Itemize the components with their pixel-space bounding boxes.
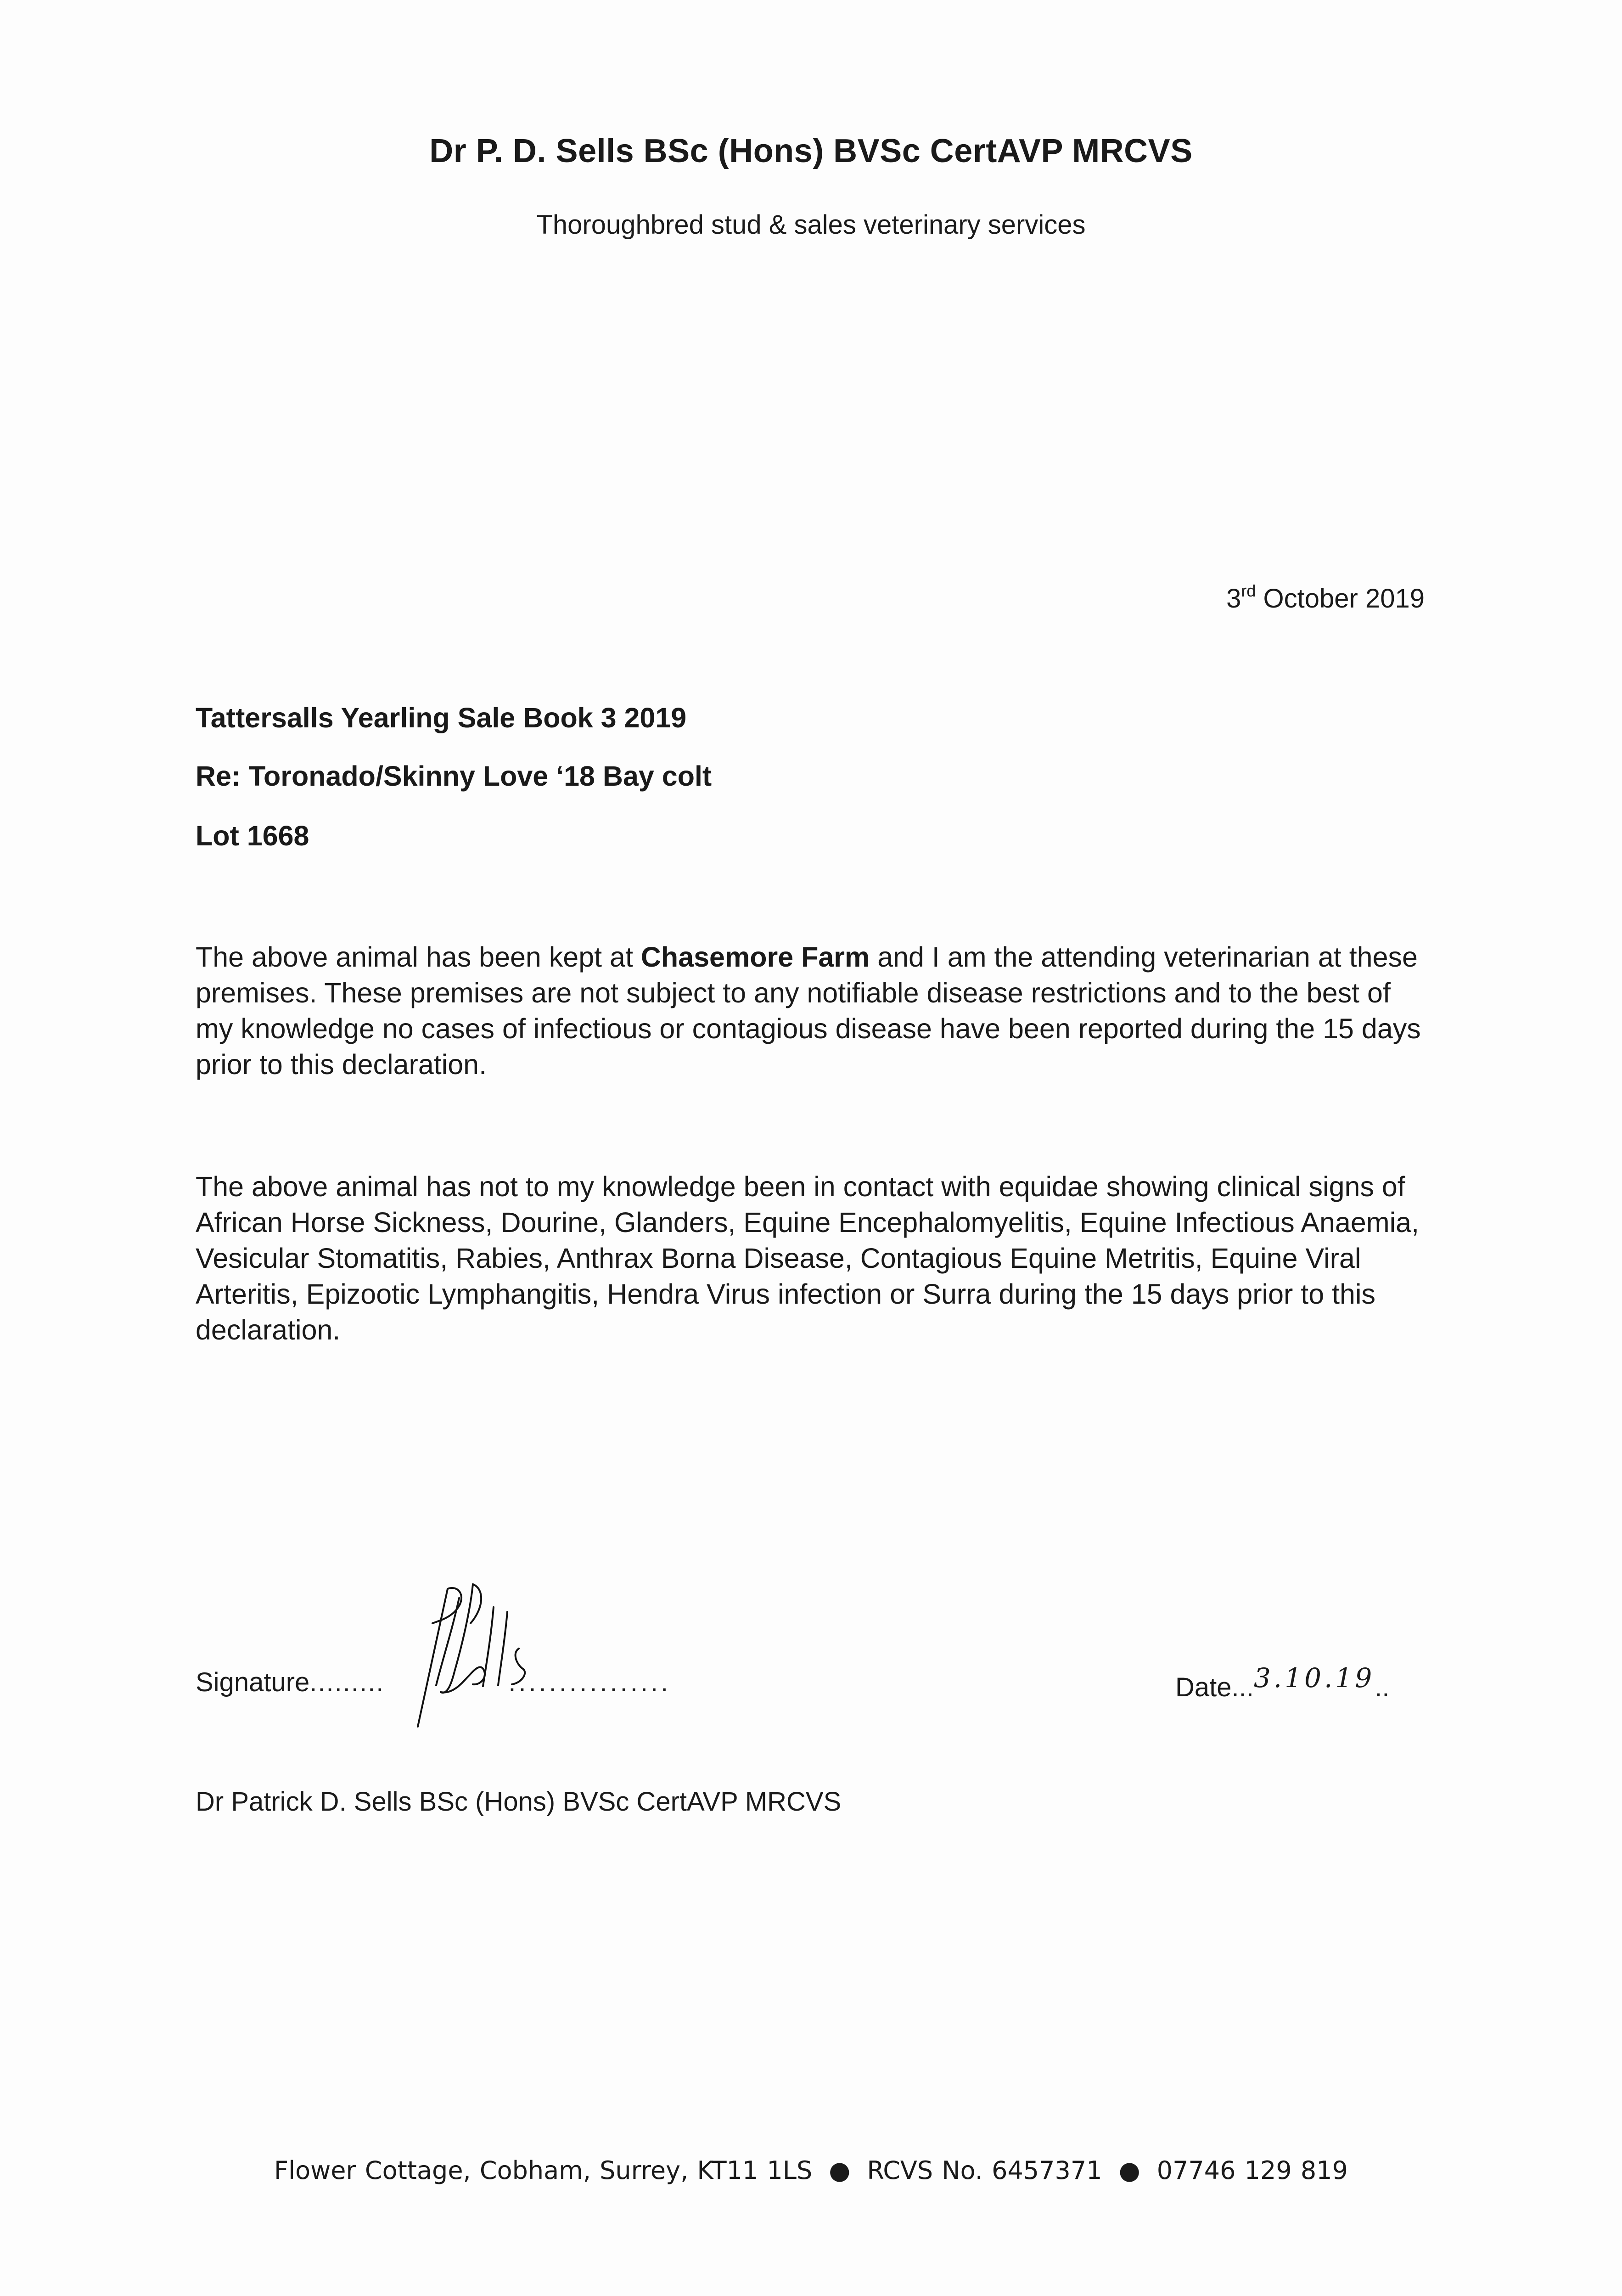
lot-number: Lot 1668 xyxy=(196,820,309,851)
date-rest: October 2019 xyxy=(1263,584,1425,613)
signature-dots-after: ................ xyxy=(508,1667,671,1697)
footer-address: Flower Cottage, Cobham, Surrey, KT11 1LS xyxy=(274,2156,813,2185)
handwritten-signature xyxy=(404,1580,542,1731)
footer-phone: 07746 129 819 xyxy=(1156,2156,1348,2185)
para1-before: The above animal has been kept at xyxy=(196,941,641,973)
declaration-paragraph-contact: The above animal has not to my knowledge been in contact with equidae showing clinical signs of African Horse Sickness, Dourine, Glanders, Equine Encephalomyelitis, Equine Infectious Anaemia, Vesicular Stomatitis, Rabies, Anthrax Borna Disease, Contagious Equine Metritis, Equine Viral Arteritis, Epizootic Lymphangitis, Hendra Virus infection or Surra during the 15 days prior to this declaration. xyxy=(196,1171,1420,1345)
signed-date-value: 3.10.19 xyxy=(1253,1662,1375,1694)
declaration-paragraph-premises xyxy=(196,939,1435,1082)
signature-label: Signature xyxy=(196,1667,310,1697)
signatory-name: Dr Patrick D. Sells BSc (Hons) BVSc CertAVP MRCVS xyxy=(196,1787,842,1817)
signed-date-dots-after: .. xyxy=(1375,1672,1390,1702)
letter-date xyxy=(1226,583,1425,614)
footer-bullet-icon: ● xyxy=(1118,2156,1140,2185)
footer-contact xyxy=(0,2156,1622,2185)
footer-bullet-icon: ● xyxy=(829,2156,851,2185)
date-day: 3 xyxy=(1226,584,1241,613)
signed-date-dots-before: ... xyxy=(1231,1672,1254,1702)
signed-date-line xyxy=(1175,1662,1390,1703)
signature-dots-before: ......... xyxy=(309,1667,385,1697)
para1-after: and I am the attending veterinarian at these premises. These premises are not subject to any notifiable disease restrictions and to the best of my knowledge no cases of infectious or contagious disease have been reported during the 15 days prior to this declaration. xyxy=(196,941,1421,1080)
footer-rcvs-number: RCVS No. 6457371 xyxy=(867,2156,1102,2185)
farm-name: Chasemore Farm xyxy=(640,941,870,973)
letterhead-tagline: Thoroughbred stud & sales veterinary services xyxy=(536,210,1086,240)
date-suffix: rd xyxy=(1241,581,1256,600)
subject-line: Re: Toronado/Skinny Love ‘18 Bay colt xyxy=(196,760,712,792)
sale-reference: Tattersalls Yearling Sale Book 3 2019 xyxy=(196,702,687,733)
letterhead-name: Dr P. D. Sells BSc (Hons) BVSc CertAVP MRCVS xyxy=(429,133,1193,169)
signed-date-label: Date xyxy=(1175,1672,1232,1702)
